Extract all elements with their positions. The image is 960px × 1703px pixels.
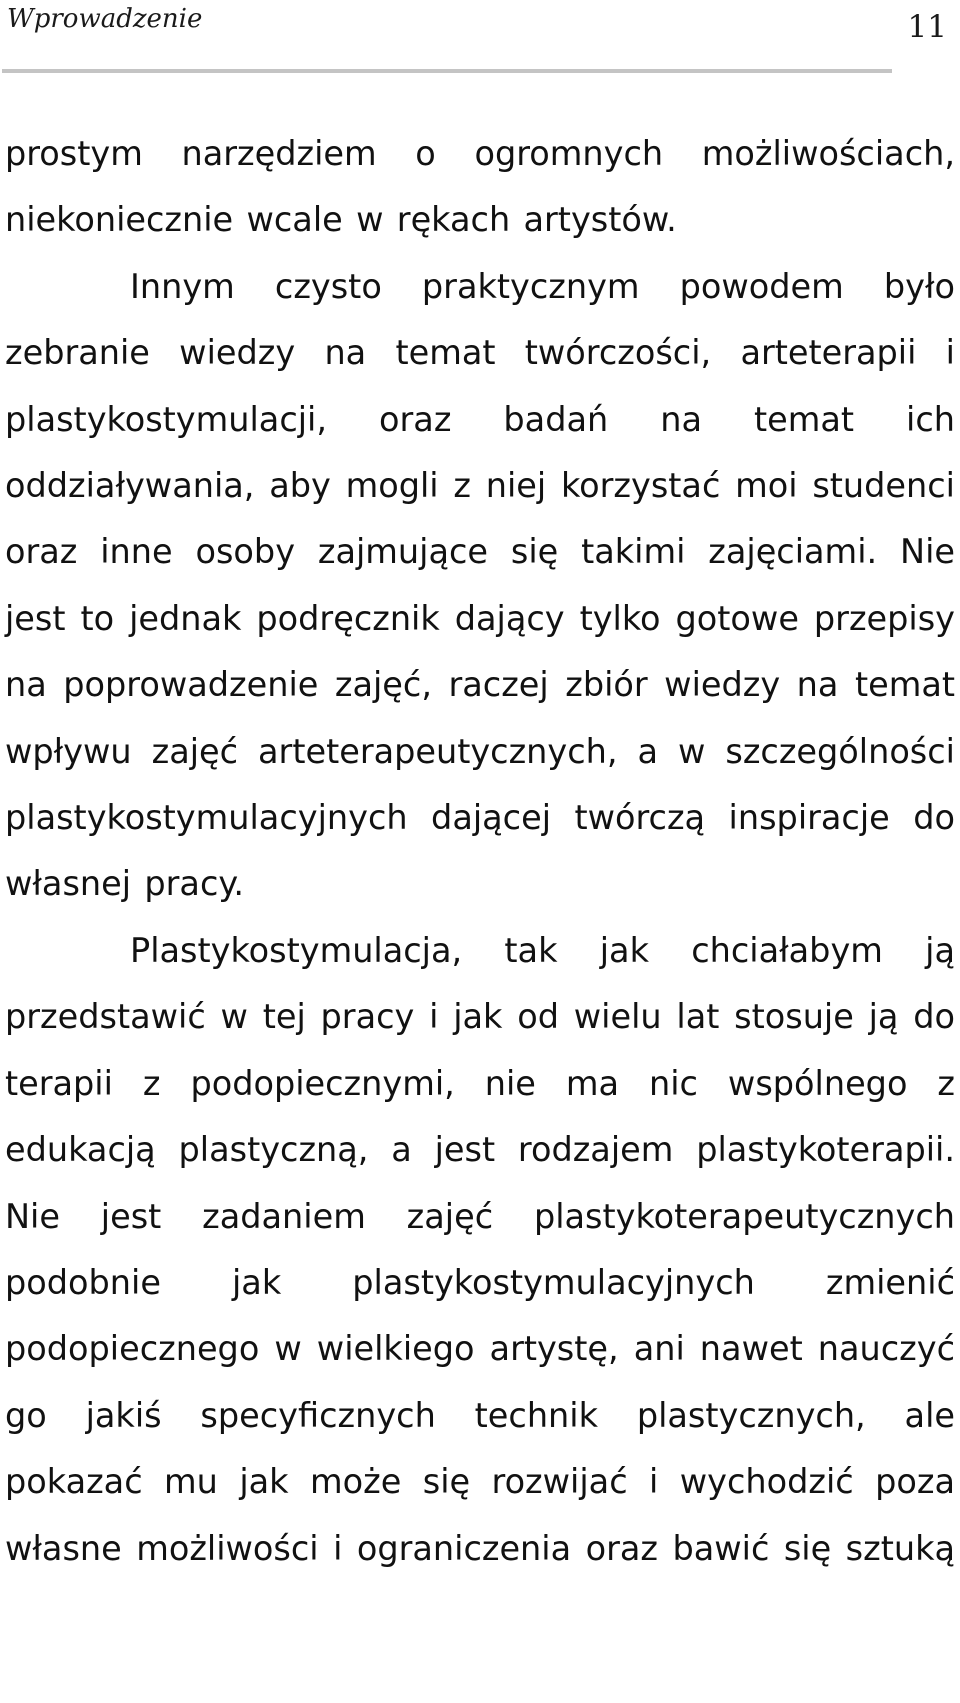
section-title: Wprowadzenie — [7, 4, 203, 34]
paragraph-continuation: prostym narzędziem o ogromnych możliwościach, niekoniecznie wcale w rękach artystów. — [5, 134, 955, 240]
page-number: 11 — [907, 9, 947, 45]
header-divider — [2, 69, 892, 73]
paragraph-motivation: Innym czysto praktycznym powodem było zebranie wiedzy na temat twórczości, arteterapii i plastykostymulacji, oraz badań na temat ich oddziaływania, aby mogli z niej korzystać moi studenci oraz inne osoby zajmujące się takimi zajęciami. Nie jest to jednak podręcznik dający tylko gotowe przepisy na poprowadzenie zajęć, raczej zbiór wiedzy na temat wpływu zajęć arteterapeutycznych, a w szczególności plastykostymulacyjnych dającej twórczą inspiracje do własnej pracy. — [5, 266, 955, 904]
body-text — [5, 121, 955, 1582]
paragraph-plastykostymulacja: Plastykostymulacja, tak jak chciałabym ją przedstawić w tej pracy i jak od wielu lat stosuje ją do terapii z podopiecznymi, nie ma nic wspólnego z edukacją plastyczną, a jest rodzajem plastykoterapii. Nie jest zadaniem zajęć plastykoterapeutycznych podobnie jak plastykostymulacyjnych zmienić podopiecznego w wielkiego artystę, ani nawet nauczyć go jakiś specyficznych technik plastycznych, ale pokazać mu jak może się rozwijać i wychodzić poza własne możliwości i ograniczenia oraz bawić się sztuką — [5, 930, 955, 1568]
running-header — [7, 0, 947, 60]
